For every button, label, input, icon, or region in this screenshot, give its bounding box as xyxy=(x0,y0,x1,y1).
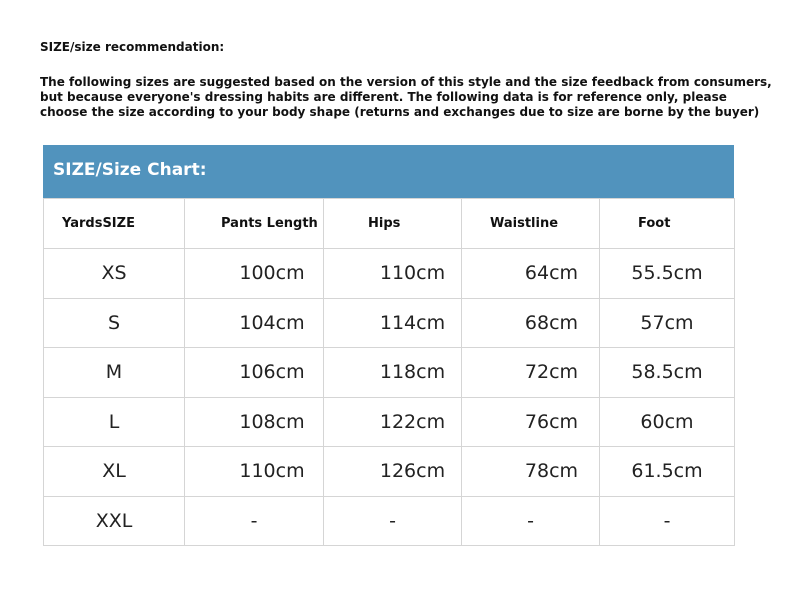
intro-line: The following sizes are suggested based on the version of this style and the size feedback from consumers, xyxy=(40,75,772,89)
hips-cell: 122cm xyxy=(324,397,462,447)
column-header-size xyxy=(44,199,185,249)
waistline-cell: 76cm xyxy=(462,397,600,447)
column-header-label: YardsSIZE xyxy=(62,216,135,231)
table-row xyxy=(44,298,735,348)
foot-cell: 58.5cm xyxy=(600,348,735,398)
foot-cell: - xyxy=(600,496,735,546)
column-header-foot xyxy=(600,199,735,249)
size-table xyxy=(43,198,735,546)
intro-line: but because everyone's dressing habits are different. The following data is for reference only, please xyxy=(40,90,727,104)
waistline-cell: - xyxy=(462,496,600,546)
hips-cell: - xyxy=(324,496,462,546)
table-row xyxy=(44,397,735,447)
size-cell: XS xyxy=(44,249,185,299)
foot-cell: 57cm xyxy=(600,298,735,348)
table-row xyxy=(44,249,735,299)
column-header-waistline xyxy=(462,199,600,249)
foot-cell: 55.5cm xyxy=(600,249,735,299)
intro-paragraph xyxy=(40,75,780,120)
pants-length-cell: 100cm xyxy=(185,249,324,299)
waistline-cell: 72cm xyxy=(462,348,600,398)
waistline-cell: 64cm xyxy=(462,249,600,299)
column-header-label: Foot xyxy=(638,216,671,231)
table-row xyxy=(44,496,735,546)
size-cell: XXL xyxy=(44,496,185,546)
pants-length-cell: - xyxy=(185,496,324,546)
pants-length-cell: 110cm xyxy=(185,447,324,497)
size-chart-header xyxy=(43,145,734,198)
hips-cell: 114cm xyxy=(324,298,462,348)
table-header-row xyxy=(44,199,735,249)
hips-cell: 118cm xyxy=(324,348,462,398)
column-header-label: Hips xyxy=(368,216,401,231)
size-cell: S xyxy=(44,298,185,348)
hips-cell: 110cm xyxy=(324,249,462,299)
size-cell: XL xyxy=(44,447,185,497)
size-cell: L xyxy=(44,397,185,447)
column-header-label: Waistline xyxy=(490,216,559,231)
foot-cell: 60cm xyxy=(600,397,735,447)
table-row xyxy=(44,348,735,398)
table-row xyxy=(44,447,735,497)
pants-length-cell: 104cm xyxy=(185,298,324,348)
pants-length-cell: 108cm xyxy=(185,397,324,447)
hips-cell: 126cm xyxy=(324,447,462,497)
waistline-cell: 78cm xyxy=(462,447,600,497)
intro-line: choose the size according to your body shape (returns and exchanges due to size are borne by the buyer) xyxy=(40,105,760,119)
page-heading: SIZE/size recommendation: xyxy=(40,40,225,54)
column-header-pants-length xyxy=(185,199,324,249)
pants-length-cell: 106cm xyxy=(185,348,324,398)
column-header-label: Pants Length xyxy=(221,216,318,231)
size-cell: M xyxy=(44,348,185,398)
size-chart-title: SIZE/Size Chart: xyxy=(53,160,207,180)
column-header-hips xyxy=(324,199,462,249)
foot-cell: 61.5cm xyxy=(600,447,735,497)
waistline-cell: 68cm xyxy=(462,298,600,348)
